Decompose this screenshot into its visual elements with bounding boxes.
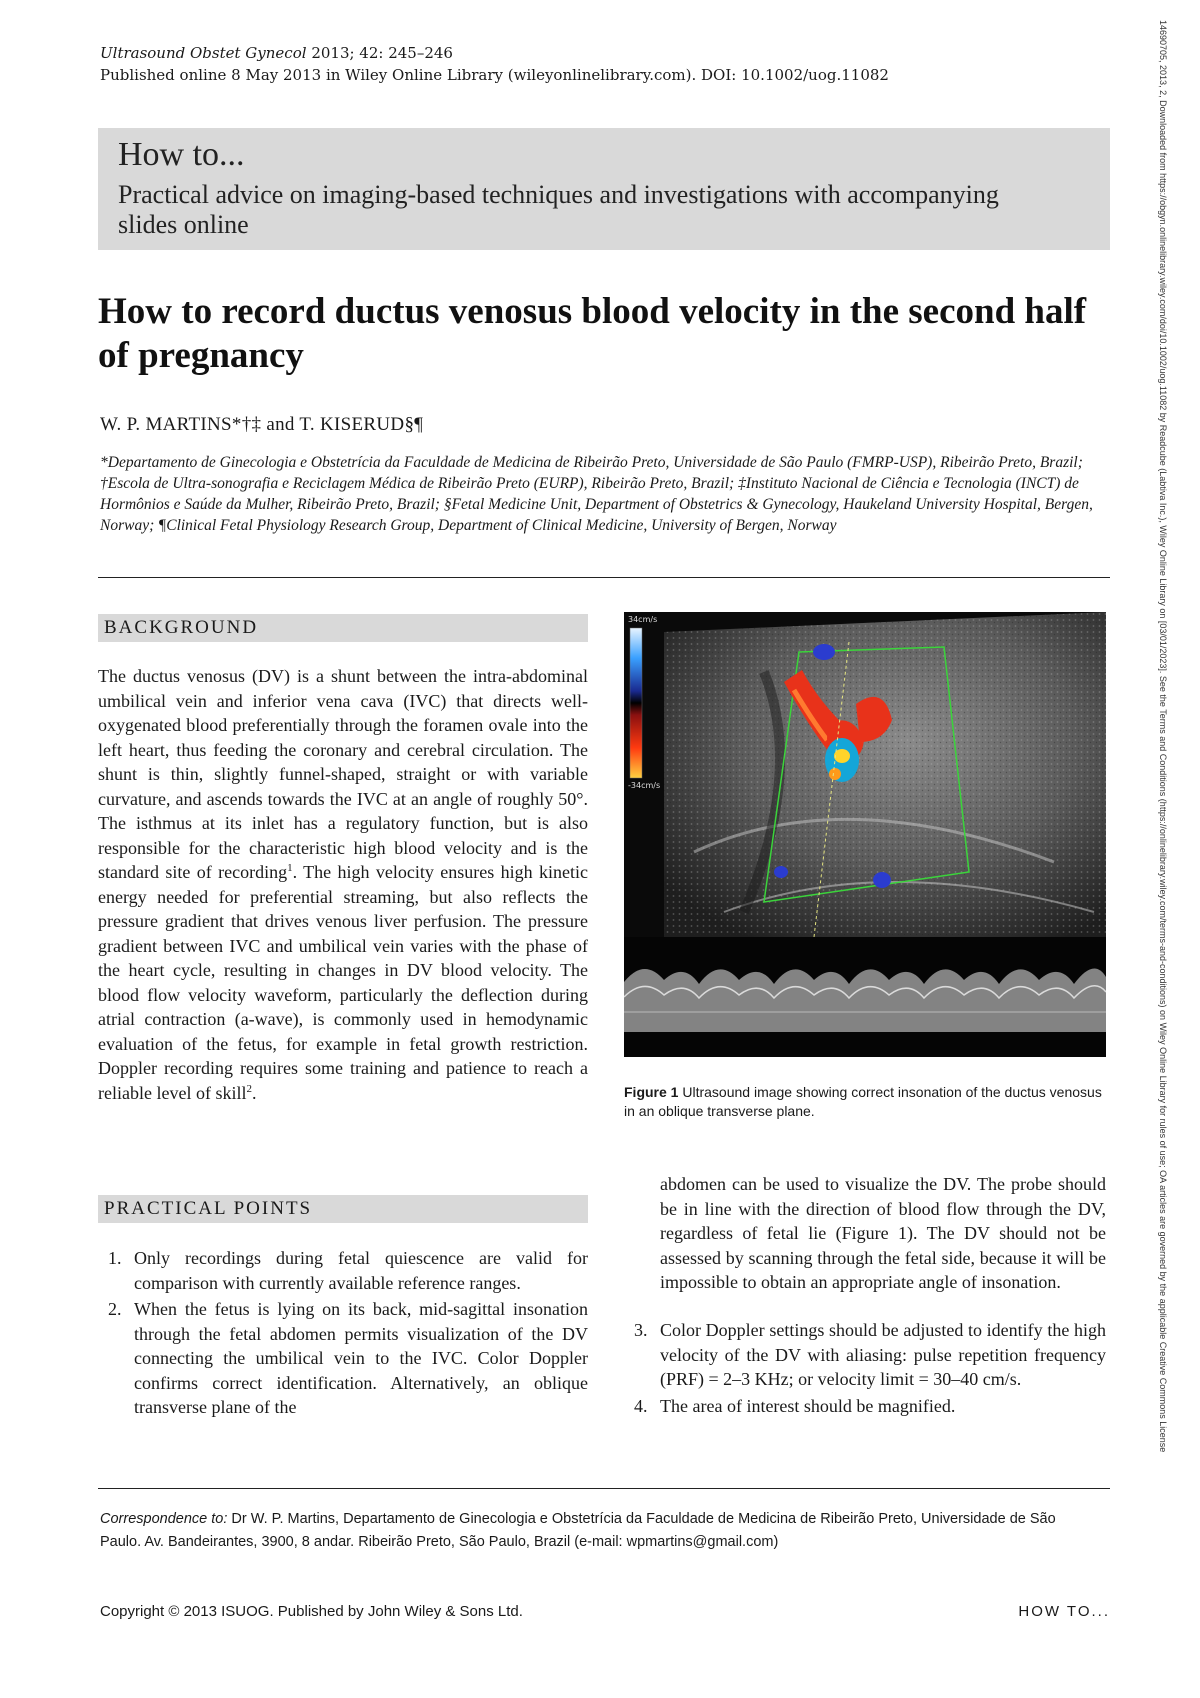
- howto-banner: [98, 128, 1110, 250]
- section-heading-practical-points: PRACTICAL POINTS: [98, 1195, 588, 1223]
- background-paragraph: The ductus venosus (DV) is a shunt between the intra-abdominal umbilical vein and inferior vena cava (IVC) that directs well-oxygenated blood preferentially through the foramen ovale into the left heart, thus feeding the coronary and cerebral circulation. The shunt is thin, slightly funnel-shaped, straight or with variable curvature, and ascends towards the IVC at an angle of roughly 50°. The isthmus at its inlet has a regulatory function, but is also responsible for the characteristic high blood velocity and is the standard site of recording$^1$. The high velocity ensures high kinetic energy needed for preferential streaming, but also reflects the pressure gradient that drives venous liver perfusion. The pressure gradient between IVC and umbilical vein varies with the phase of the heart cycle, resulting in changes in DV blood velocity. The blood flow velocity waveform, particularly the deflection during atrial contraction (a-wave), is commonly used in hemodynamic evaluation of the fetus, for example in fetal growth restriction. Doppler recording requires some training and patience to reach a reliable level of skill$^2$.: [98, 666, 589, 1103]
- practical-points-list-continued: [624, 1318, 1106, 1420]
- howto-subtitle: Practical advice on imaging-based techniques and investigations with accompanying slides online: [118, 180, 999, 239]
- copyright: Copyright © 2013 ISUOG. Published by John Wiley & Sons Ltd.: [100, 1603, 523, 1620]
- affiliations: *Departamento de Ginecologia e Obstetrícia da Faculdade de Medicina de Ribeirão Preto, Universidade de São Paulo (FMRP-USP), Ribeirão Preto, Brazil; †Escola de Ultra-sonografia e Reciclagem Médica de Ribeirão Preto (EURP), Ribeirão Preto, Brazil; ‡Instituto Nacional de Ciência e Tecnologia (INCT) de Hormônios e Saúde da Mulher, Ribeirão Preto, Brazil; §Fetal Medicine Unit, Department of Obstetrics & Gynecology, Haukeland University Hospital, Bergen, Norway; ¶Clinical Fetal Physiology Research Group, Department of Clinical Medicine, University of Bergen, Norway: [100, 454, 1093, 534]
- journal-citation: [100, 44, 453, 62]
- footer-section-label: HOW TO...: [1018, 1603, 1110, 1620]
- section-heading-background: BACKGROUND: [98, 614, 588, 642]
- list-number: 1.: [108, 1248, 122, 1268]
- side-download-notice: 14690705, 2013, 2, Downloaded from https://obgyn.onlinelibrary.wiley.com/doi/10.1002/uog.11082 by Readcube (Labtiva Inc.), Wiley Online Library on [03/01/2023]. See the Terms and Conditions (https://onlinelibrary.wiley.com/terms-and-conditions) on Wiley Online Library for rules of use; OA articles are governed by the applicable Creative Commons License: [1158, 20, 1168, 1453]
- header-divider: [98, 577, 1110, 578]
- list-text: Color Doppler settings should be adjusted to identify the high velocity of the DV with aliasing: pulse repetition frequency (PRF) = 2–3 KHz; or velocity limit = 30–40 cm/s.: [660, 1320, 1106, 1389]
- list-item: [98, 1297, 588, 1420]
- howto-title: How to...: [118, 136, 245, 173]
- correspondence-text: Dr W. P. Martins, Departamento de Ginecologia e Obstetrícia da Faculdade de Medicina de Ribeirão Preto, Universidade de São Paulo. Av. Bandeirantes, 3900, 8 andar. Ribeirão Preto, São Paulo, Brazil (e-mail: wpmartins@gmail.com): [100, 1511, 1056, 1550]
- journal-name: Ultrasound Obstet Gynecol: [100, 44, 307, 62]
- figure-1-ultrasound-image: [624, 612, 1106, 1057]
- correspondence-label: Correspondence to:: [100, 1511, 228, 1527]
- list-item: [624, 1318, 1106, 1392]
- scale-top-label: 34cm/s: [628, 615, 658, 624]
- article-title: How to record ductus venosus blood velocity in the second half of pregnancy: [98, 291, 1087, 376]
- list-number: 4.: [634, 1395, 648, 1416]
- ultrasound-graphic: [624, 612, 1106, 1057]
- reference-2[interactable]: 2: [246, 1082, 252, 1095]
- correspondence: [100, 1508, 1100, 1554]
- list-number: 2.: [108, 1299, 122, 1319]
- scale-bottom-label: -34cm/s: [628, 781, 661, 790]
- list-number: 3.: [634, 1320, 648, 1340]
- practical-points-list: [98, 1246, 588, 1422]
- figure-1-caption: [624, 1083, 1106, 1121]
- list-item: [98, 1246, 588, 1295]
- journal-volume: 2013; 42: 245–246: [311, 44, 453, 62]
- published-info: Published online 8 May 2013 in Wiley Online Library (wileyonlinelibrary.com). DOI: 10.1002/uog.11082: [100, 66, 889, 84]
- list-item: [624, 1394, 1106, 1419]
- list-text: When the fetus is lying on its back, mid-sagittal insonation through the fetal abdomen permits visualization of the DV connecting the umbilical vein to the IVC. Color Doppler confirms correct identification. Alternatively, an oblique transverse plane of the: [134, 1299, 588, 1417]
- figure-caption-label: Figure 1: [624, 1084, 679, 1100]
- footer-divider: [98, 1488, 1110, 1489]
- figure-caption-text: Ultrasound image showing correct insonation of the ductus venosus in an oblique transverse plane.: [624, 1084, 1102, 1119]
- reference-1[interactable]: 1: [287, 862, 293, 874]
- list-text: Only recordings during fetal quiescence are valid for comparison with currently available reference ranges.: [134, 1248, 588, 1293]
- practical-point-2-continued: abdomen can be used to visualize the DV. The probe should be in line with the direction of blood flow through the DV, regardless of fetal lie (Figure 1). The DV should not be assessed by scanning through the fetal side, because it will be impossible to obtain an appropriate angle of insonation.: [660, 1174, 1106, 1292]
- authors: W. P. MARTINS*†‡ and T. KISERUD§¶: [100, 414, 424, 435]
- list-text: The area of interest should be magnified.: [660, 1395, 956, 1416]
